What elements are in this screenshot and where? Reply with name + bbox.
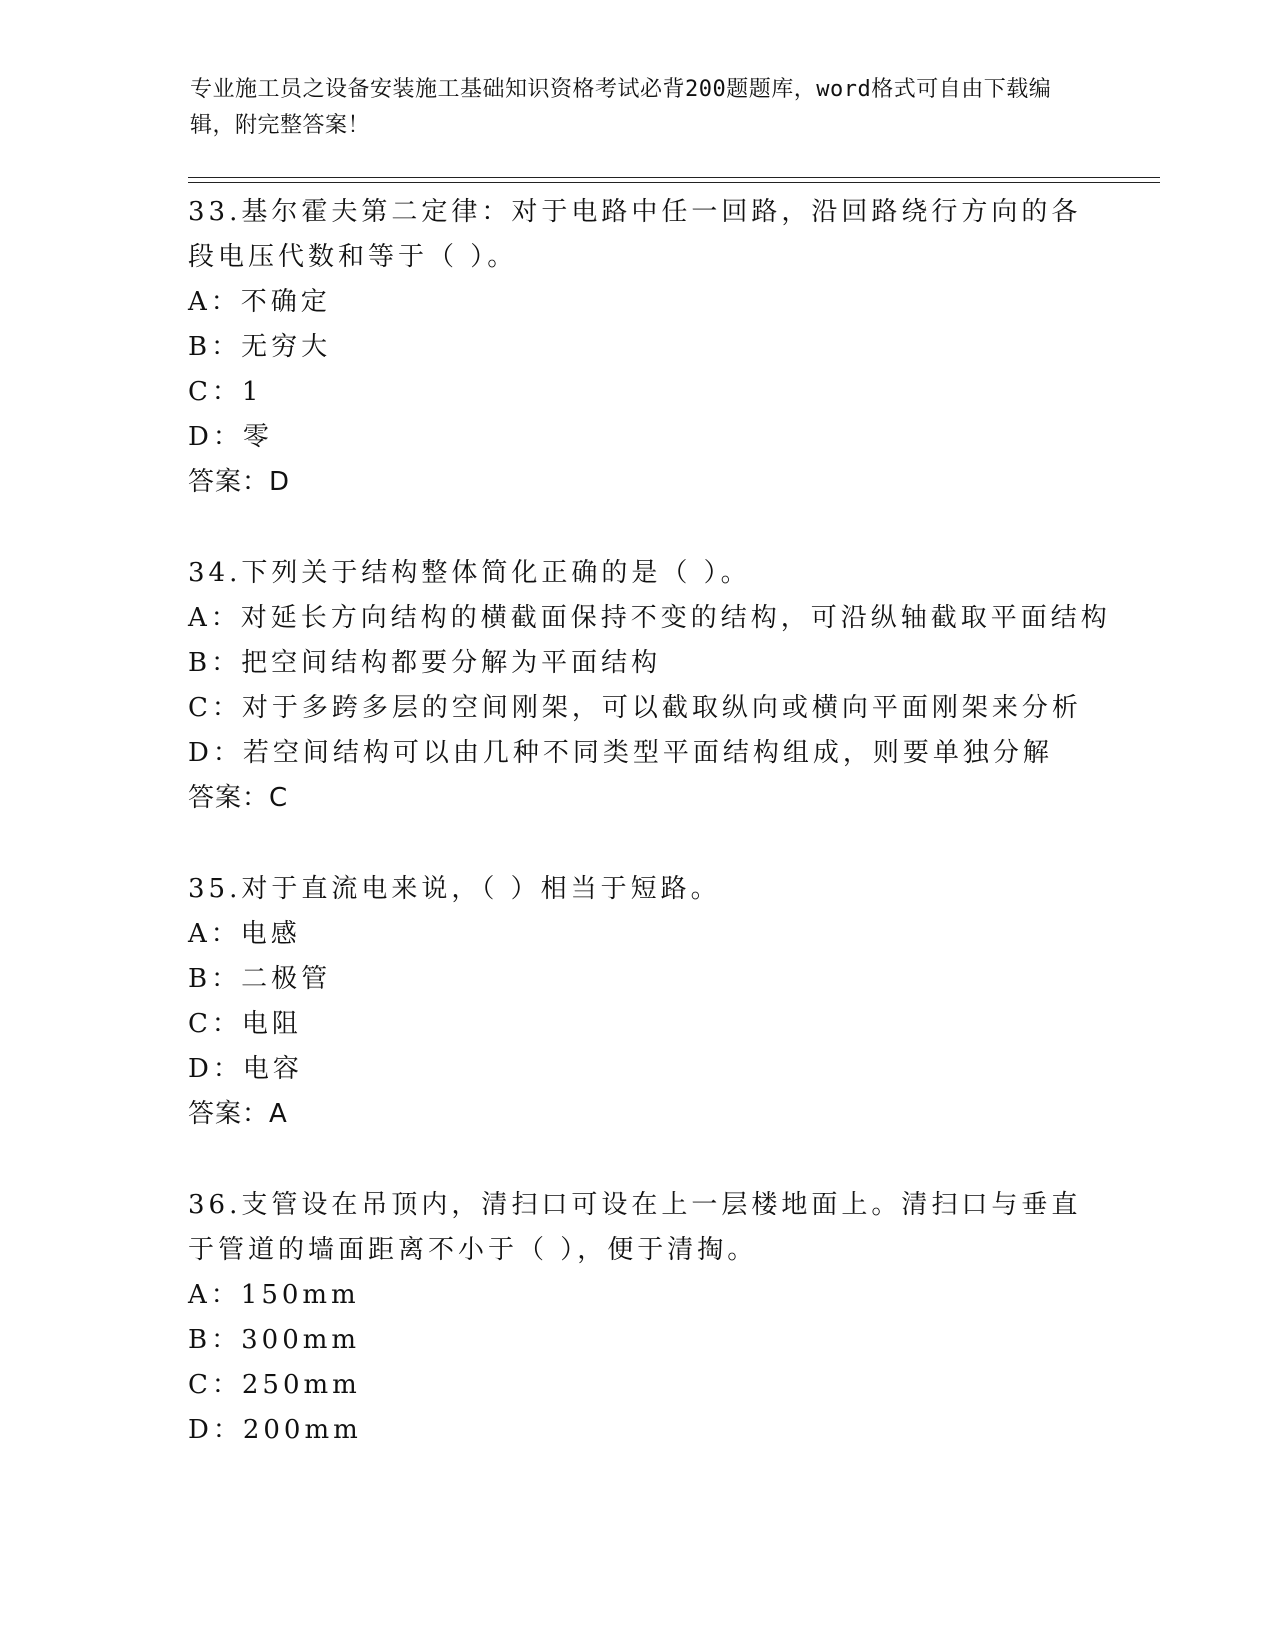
option-d: D：若空间结构可以由几种不同类型平面结构组成，则要单独分解 bbox=[188, 738, 1053, 768]
option-a: A：对延长方向结构的横截面保持不变的结构，可沿纵轴截取平面结构 bbox=[188, 603, 1111, 633]
question-34 bbox=[188, 551, 1111, 821]
option-b: B：把空间结构都要分解为平面结构 bbox=[188, 648, 662, 678]
question-text: 36.支管设在吊顶内，清扫口可设在上一层楼地面上。清扫口与垂直于管道的墙面距离不小于（ ），便于清掏。 bbox=[188, 1190, 1082, 1265]
option-d: D：零 bbox=[188, 422, 273, 452]
question-text: 35.对于直流电来说，（ ）相当于短路。 bbox=[188, 874, 721, 904]
option-c: C：电阻 bbox=[188, 1009, 302, 1039]
option-a: A：不确定 bbox=[188, 287, 331, 317]
question-35 bbox=[188, 867, 1088, 1137]
option-a: A：150mm bbox=[188, 1280, 360, 1310]
option-c: C：250mm bbox=[188, 1370, 361, 1400]
question-text: 34.下列关于结构整体简化正确的是（ ）。 bbox=[188, 558, 751, 588]
answer: 答案：C bbox=[188, 783, 289, 813]
header-rule-bottom bbox=[188, 182, 1160, 183]
option-b: B：二极管 bbox=[188, 964, 332, 994]
answer: 答案：A bbox=[188, 1099, 288, 1129]
option-b: B：300mm bbox=[188, 1325, 361, 1355]
question-36 bbox=[188, 1183, 1088, 1453]
option-a: A：电感 bbox=[188, 919, 301, 949]
option-c: C：1 bbox=[188, 377, 263, 407]
option-b: B：无穷大 bbox=[188, 332, 332, 362]
question-list bbox=[188, 190, 1111, 1499]
document-header: 专业施工员之设备安装施工基础知识资格考试必背200题题库，word格式可自由下载编辑，附完整答案！ bbox=[190, 77, 1052, 138]
header-rule-top bbox=[188, 177, 1160, 178]
question-text: 33.基尔霍夫第二定律：对于电路中任一回路，沿回路绕行方向的各段电压代数和等于（ ）。 bbox=[188, 197, 1082, 272]
question-33 bbox=[188, 190, 1088, 505]
option-d: D：200mm bbox=[188, 1415, 362, 1445]
answer: 答案：D bbox=[188, 467, 291, 497]
option-c: C：对于多跨多层的空间刚架，可以截取纵向或横向平面刚架来分析 bbox=[188, 693, 1082, 723]
option-d: D：电容 bbox=[188, 1054, 303, 1084]
